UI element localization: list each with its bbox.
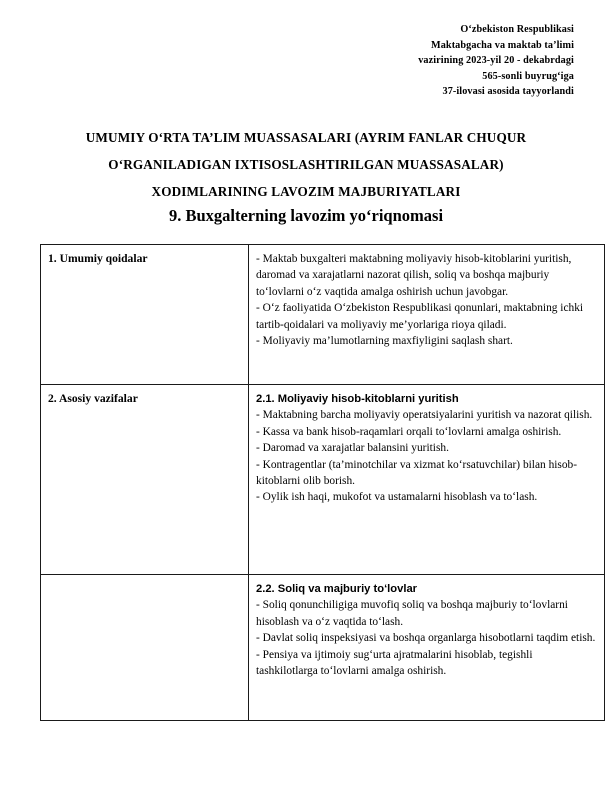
document-header-block xyxy=(214,22,574,100)
document-subtitle: 9. Buxgalterning lavozim yo‘riqnomasi xyxy=(168,206,444,225)
header-line-4: 565-sonli buyrug‘iga xyxy=(482,70,574,82)
list-item: - Davlat soliq inspeksiyasi va boshqa organlarga hisobotlarni taqdim etish. xyxy=(256,632,596,645)
header-line-5: 37-ilovasi asosida tayyorlandi xyxy=(442,86,574,97)
subsection-heading: 2.1. Moliyaviy hisob-kitoblarni yuritish xyxy=(256,393,459,405)
list-item: - Kontragentlar (ta’minotchilar va xizmat ko‘rsatuvchilar) bilan hisob-kitoblarni olib borish. xyxy=(256,458,578,488)
list-item: - Daromad va xarajatlar balansini yuritish. xyxy=(256,442,449,455)
title-line-3: XODIMLARINING LAVOZIM MAJBURIYATLARI xyxy=(151,184,461,199)
list-item: - Soliq qonunchiligiga muvofiq soliq va boshqa majburiy to‘lovlarni hisoblash va o‘z vaqtida to‘lash. xyxy=(256,599,568,628)
header-line-3: vazirining 2023-yil 20 - dekabrdagi xyxy=(418,55,574,66)
list-item: - Maktabning barcha moliyaviy operatsiyalarini yuritish va nazorat qilish. xyxy=(256,409,593,422)
table-cell-body xyxy=(249,245,605,385)
table-row xyxy=(41,575,605,721)
table-cell-label xyxy=(41,385,249,575)
row-label: 1. Umumiy qoidalar xyxy=(48,252,148,265)
subsection-heading: 2.2. Soliq va majburiy to‘lovlar xyxy=(256,583,418,595)
list-item: - Kassa va bank hisob-raqamlari orqali to‘lovlarni amalga oshirish. xyxy=(256,425,562,438)
table-cell-label xyxy=(41,245,249,385)
list-item: - Moliyaviy ma’lumotlarning maxfiyligini saqlash shart. xyxy=(256,335,513,348)
page-title xyxy=(46,124,566,205)
table-row xyxy=(41,385,605,575)
list-item: - Maktab buxgalteri maktabning moliyaviy hisob-kitoblarini yuritish, daromad va xarajatlarni nazorat qilish, soliq va boshqa majburiy to‘lovlarni o‘z vaqtida amalga oshirish uchun javobgar. xyxy=(256,253,572,298)
list-item: - O‘z faoliyatida O‘zbekiston Respublikasi qonunlari, maktabning ichki tartib-qoidalari va moliyaviy me’yorlariga rioya qiladi. xyxy=(256,302,584,331)
duties-table xyxy=(40,244,605,721)
table-row xyxy=(41,245,605,385)
header-line-2: Maktabgacha va maktab ta’limi xyxy=(431,39,574,51)
list-item: - Pensiya va ijtimoiy sug‘urta ajratmalarini hisoblab, tegishli tashkilotlarga to‘lovlarni amalga oshirish. xyxy=(256,648,533,678)
row-label: 2. Asosiy vazifalar xyxy=(48,392,138,405)
title-line-1: UMUMIY O‘RTA TA’LIM MUASSASALARI (AYRIM FANLAR CHUQUR xyxy=(85,130,527,145)
table-cell-label xyxy=(41,575,249,721)
header-line-1: O‘zbekiston Respublikasi xyxy=(460,24,574,35)
title-line-2: O‘RGANILADIGAN IXTISOSLASHTIRILGAN MUASSASALAR) xyxy=(108,157,504,172)
table-cell-body xyxy=(249,385,605,575)
table-cell-body xyxy=(249,575,605,721)
list-item: - Oylik ish haqi, mukofot va ustamalarni hisoblash va to‘lash. xyxy=(256,491,538,504)
